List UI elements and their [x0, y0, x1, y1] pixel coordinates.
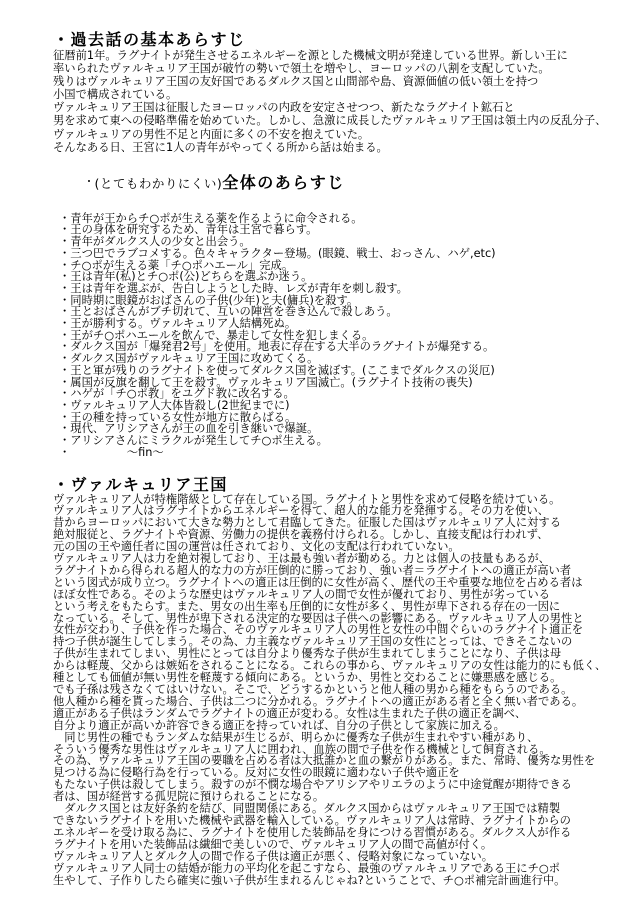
- text-line: ・三つ巴でラブコメする。色々キャラクター登場。(眼鏡、戦士、おっさん、ハゲ,etc): [59, 246, 496, 260]
- text-line: 女性が交わり、子供を作った場合、そのヴァルキュリア人の男性と女性の中間ぐらいのラグナイト適正を: [53, 623, 584, 637]
- text-line: ラグナイトから得られる超人的な力の方が圧倒的に勝っており、強い者＝ラグナイトへの適正が高い者: [53, 563, 572, 577]
- text-line: という考えをもたらす。また、男女の出生率も圧倒的に女性が多く、男性が卑下される存在の一因に: [53, 599, 561, 613]
- text-line: ・ダルクス国がヴァルキュリア王国に攻めてくる。: [59, 352, 319, 366]
- text-line: もたない子供は殺してしまう。殺すのが不憫な場合やアリシアやリエラのように中途覚醒が期待できる: [53, 778, 572, 792]
- text-line: ・チ○ポが生える薬「チ○ポハエール」完成。: [59, 258, 294, 272]
- past-story-heading: ・過去話の基本あらすじ: [53, 30, 246, 49]
- text-line: その為、ヴァルキュリア王国の要職を占める者は大抵誰かと血の繋がりがある。また、常時、優秀な男性を: [53, 754, 596, 768]
- text-line: ・青年が王からチ○ポが生える薬を作るように命令される。: [59, 211, 363, 225]
- text-line: 他人種から種を貰った場合、子供は二つに分かれる。ラグナイトへの適正がある者と全く無い者である。: [53, 694, 584, 708]
- text-line: 率いられたヴァルキュリア王国が破竹の勢いで領土を増やし、ヨーロッパの八割を支配していた。: [53, 62, 550, 76]
- overall-synopsis-list: [59, 213, 635, 459]
- text-line: ・王は青年(私)とチ○ポ(公)どちらを選ぶか迷う。: [59, 270, 313, 284]
- section-overall-synopsis: [53, 155, 635, 459]
- text-line: ・ヴァルキュリア人大体皆殺し(2世紀までに): [59, 399, 290, 412]
- text-line: 同じ男性の種でもランダムな結果が生じるが、明らかに優秀な子供が生まれやすい種があり、: [53, 730, 539, 744]
- text-line: ・王とおばさんがブチ切れて、互いの陣営を巻き込んで殺しあう。: [59, 305, 398, 319]
- text-line: ・王の身体を研究するため、青年は王宮で暮らす。: [59, 223, 318, 237]
- text-line: ラグナイトを用いた装飾品は繊細で美しいので、ヴァルキュリア人の間で高値が付く。: [53, 837, 493, 851]
- text-line: ・属国が反旗を翻して王を殺す。ヴァルキュリア国滅亡。(ラグナイト技術の喪失): [59, 375, 473, 389]
- text-line: 征暦前1年。ラグナイトが発生させるエネルギーを源とした機械文明が発達している世界。新しい王に: [53, 49, 568, 62]
- text-line: ・青年がダルクス人の少女と出会う。: [59, 235, 251, 249]
- text-line: ・王は青年を選ぶが、告白しようとした時、レズが青年を刺し殺す。: [59, 281, 408, 295]
- text-line: 種としても価値が無い男性を軽蔑する傾向にある。というか、男性と交わることに嫌悪感を感じる。: [53, 671, 562, 685]
- text-line: 子供が生まれてしまい、男性にとっては自分より優秀な子供が生まれてしまうことになり、子供は母: [53, 647, 562, 661]
- text-line: ・現代、アリシアさんが王の血を引き継いで爆誕。: [59, 422, 319, 436]
- text-line: ヴァルキュリア人が特権階級として存在している国。ラグナイトと男性を求めて侵略を続けている。: [53, 492, 561, 506]
- text-line: 者は、国が経営する孤児院に預けられることになる。: [53, 790, 325, 804]
- text-line: 持つ子供が誕生してしまう。その為、力主義なヴァルキュリア王国の女性にとっては、できそこないの: [53, 635, 573, 649]
- text-line: ・ハゲが「チ○ポ教」をユグド教に改名する。: [59, 387, 295, 401]
- heading-prefix: (とてもわかりにくい): [94, 175, 223, 191]
- heading-bullet: ・: [83, 174, 95, 188]
- text-line: ヴァルキュリア人同士の結婚が能力の平均化を起こすなら、最強のヴァルキュリアである王にチ○ポ: [53, 861, 561, 875]
- text-line: ヴァルキュリアの男性不足と内面に多くの不安を抱えていた。: [53, 127, 370, 141]
- text-line: ヴァルキュリア人はラグナイトからエネルギーを得て、超人的な能力を発揮する。その力を使い、: [53, 504, 549, 518]
- text-line: 生やして、子作りしたら確実に強い子供が生まれるんじゃね?ということで、チ○ポ補完計画進行中。: [53, 873, 566, 887]
- text-line: ・王と軍が残りのラグナイトを使ってダルクス国を滅ぼす。(ここまでダルクスの災厄): [59, 363, 495, 377]
- past-story-paragraph: [53, 49, 635, 154]
- section-valkyria-kingdom: [53, 476, 635, 887]
- text-line: なっている。そして、男性が卑下される決定的な要因は子供への影響にある。ヴァルキュリア人の男性と: [53, 611, 584, 625]
- text-line: ヴァルキュリア人は力を絶対視しており、王は最も強い者が勤める。力とは個人の技量もあるが、: [53, 552, 550, 566]
- text-line: 見つける為に侵略行為を行っている。反対に女性の眼鏡に適わない子供や適正を: [53, 766, 460, 780]
- text-line: ほぼ女性である。そのような歴史はヴァルキュリア人の間で女性が優れており、男性が劣っている: [53, 587, 550, 601]
- section-past-story: [53, 31, 635, 154]
- text-line: 小国で構成されている。: [53, 88, 178, 102]
- text-line: できないラグナイトを用いた機械や武器を輸入している。ヴァルキュリア人は常時、ラグナイトからの: [53, 813, 571, 827]
- text-line: エネルギーを受け取る為に、ラグナイトを使用した装飾品を身につける習慣がある。ダルクス人が作る: [53, 825, 572, 839]
- text-line: ヴァルキュリア王国は征服したヨーロッパの内政を安定させつつ、新たなラグナイト鉱石と: [53, 101, 515, 115]
- text-line: 残りはヴァルキュリア王国の友好国であるダルクス国と山間部や島、資源価値の低い領土を持つ: [53, 75, 539, 89]
- text-line: そんなある日、王宮に1人の青年がやってくる所から話は始まる。: [53, 140, 388, 154]
- text-line: ・アリシアさんにミラクルが発生してチ○ポ生える。: [59, 434, 328, 448]
- text-line: ・ダルクス国が「爆発君2号」を使用。地表に存在する大半のラグナイトが爆発する。: [59, 340, 495, 354]
- text-line: ・ ～fin～: [59, 445, 164, 459]
- text-line: 昔からヨーロッパにおいて大きな勢力として君臨してきた。征服した国はヴァルキュリア人に対する: [53, 516, 562, 530]
- text-line: ・王がチ○ポハエールを飲んで、暴走して女性を犯しまくる。: [59, 328, 374, 342]
- text-line: ダルクス国とは友好条約を結び、同盟関係にある。ダルクス国からはヴァルキュリア王国では精製: [53, 802, 561, 816]
- overall-synopsis-heading: [53, 155, 635, 211]
- text-line: そういう優秀な男性はヴァルキュリア人に囲われ、血族の間で子供を作る機械として飼育される。: [53, 742, 551, 756]
- text-line: ヴァルキュリア人とダルク人の間で作る子供は適正が悪く、侵略対象になっていない。: [53, 849, 494, 863]
- text-line: ・王の種を持っている女性が地方に散らばる。: [59, 410, 297, 424]
- text-line: 元の国の王や適任者に国の運営は任されており、文化の支配は行われていない。: [53, 540, 460, 554]
- text-line: 絶対服従と、ラグナイトや資源、労働力の提供を義務付けられる。しかし、直接支配は行われず、: [53, 528, 549, 542]
- text-line: ・同時期に眼鏡がおばさんの子供(少年)と夫(傭兵)を殺す。: [59, 293, 359, 307]
- text-line: でも子孫は残さなくてはいけない。そこで、どうするかというと他人種の男から種をもらうのである。: [53, 683, 573, 697]
- text-line: という図式が成り立つ。ラグナイトへの適正は圧倒的に女性が高く、歴代の王や重要な地位を占める者は: [53, 575, 583, 589]
- text-line: 男を求めて東への侵略準備を始めていた。しかし、急激に成長したヴァルキュリア王国は領土内の反乱分子、: [53, 114, 607, 128]
- text-line: ・王が勝利する。ヴァルキュリア人結構死ぬ。: [59, 317, 297, 331]
- text-line: 適正がある子供はランダムでラグナイトの適正が変わる。女性は生まれた子供の適正を調べ、: [53, 706, 527, 720]
- valkyria-kingdom-paragraph: [53, 494, 635, 887]
- valkyria-kingdom-heading: ・ヴァルキュリア王国: [53, 474, 228, 494]
- text-line: 自分より適正が高いか許容できる適正を持っていれば、自分の子供として家族に加える。: [53, 718, 505, 732]
- text-line: からは軽蔑、父からは嫉妬をされることになる。これらの事から、ヴァルキュリアの女性は能力的にも低く、: [53, 659, 607, 673]
- heading-title: 全体のあらすじ: [222, 172, 345, 192]
